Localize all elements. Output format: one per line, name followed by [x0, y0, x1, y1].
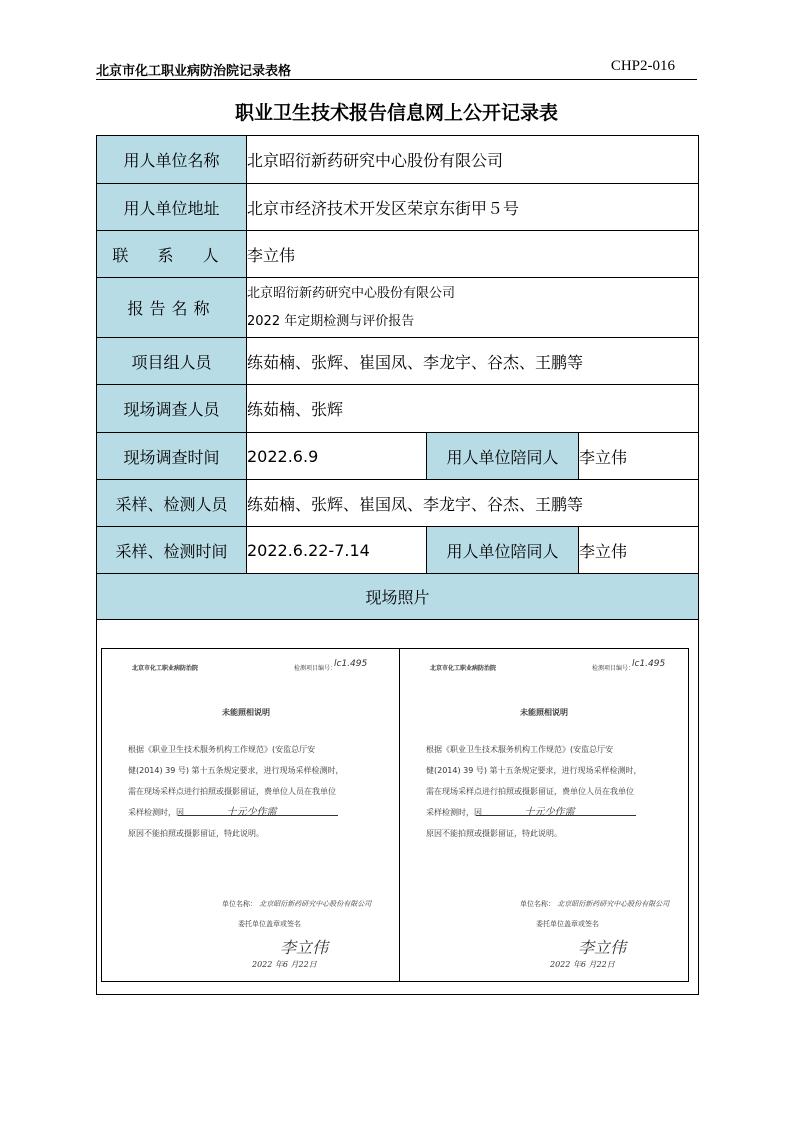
report-name-line-1: 北京昭衍新药研究中心股份有限公司	[247, 285, 456, 301]
note-signature: 李立伟	[280, 938, 329, 957]
note-code-handwritten: lc1.495	[334, 659, 368, 669]
note-para-4	[128, 802, 358, 823]
label-contact: 联 系 人	[97, 231, 247, 278]
row-site-time	[97, 433, 699, 480]
no-photo-note-right	[400, 649, 688, 981]
value-unit-name: 北京昭衍新药研究中心股份有限公司	[247, 136, 699, 184]
value-site-companion: 李立伟	[579, 433, 699, 480]
row-report-name	[97, 278, 699, 338]
note-date: 2022 年6 月22日	[252, 960, 317, 969]
note-para-4	[426, 802, 656, 823]
note-para-3: 需在现场采样点进行拍照或摄影留证，费单位人员在我单位	[426, 787, 634, 796]
value-sampling-time: 2022.6.22-7.14	[247, 527, 427, 574]
note-signature: 李立伟	[578, 938, 627, 957]
value-unit-address: 北京市经济技术开发区荣京东街甲５号	[247, 184, 699, 231]
label-site-photos: 现场照片	[97, 574, 699, 620]
photo-frame	[101, 648, 689, 982]
label-sampling-companion: 用人单位陪同人	[427, 527, 579, 574]
label-project-members: 项目组人员	[97, 338, 247, 385]
note-reason-line	[476, 815, 636, 816]
value-sampling-companion: 李立伟	[579, 527, 699, 574]
note-title: 未能照相说明	[222, 708, 270, 717]
note-date: 2022 年6 月22日	[550, 960, 615, 969]
note-sign-label: 委托单位盖章或签名	[238, 920, 301, 928]
value-contact: 李立伟	[247, 231, 699, 278]
header-divider	[96, 79, 697, 80]
value-sampling-staff: 练茹楠、张辉、崔国凤、李龙宇、谷杰、王鹏等	[247, 480, 699, 527]
label-site-companion: 用人单位陪同人	[427, 433, 579, 480]
note-title: 未能照相说明	[520, 708, 568, 717]
note-para-1: 根据《职业卫生技术服务机构工作规范》(安监总厅安	[128, 745, 316, 754]
label-sampling-time: 采样、检测时间	[97, 527, 247, 574]
note-reason-line	[178, 815, 338, 816]
report-name-line-2: 2022 年定期检测与评价报告	[247, 313, 415, 329]
note-org: 北京市化工职业病防治院	[430, 665, 497, 672]
label-site-time: 现场调查时间	[97, 433, 247, 480]
note-code-label: 检测项目编号：	[592, 665, 635, 672]
row-site-investigators	[97, 385, 699, 433]
photos-cell	[97, 620, 699, 995]
note-para-3: 需在现场采样点进行拍照或摄影留证，费单位人员在我单位	[128, 787, 336, 796]
note-para-2: 健(2014) 39 号) 第十五条规定要求，进行现场采样检测时，	[426, 766, 642, 775]
note-para-4-text: 采样检测时，因	[426, 808, 482, 817]
note-unit-handwritten: 北京昭衍新药研究中心股份有限公司	[557, 900, 670, 908]
label-sampling-staff: 采样、检测人员	[97, 480, 247, 527]
no-photo-note-left	[102, 649, 390, 981]
row-unit-name	[97, 136, 699, 184]
note-code-handwritten: lc1.495	[632, 659, 666, 669]
record-table	[96, 135, 699, 995]
row-unit-address	[97, 184, 699, 231]
note-para-1: 根据《职业卫生技术服务机构工作规范》(安监总厅安	[426, 745, 614, 754]
note-unit-label: 单位名称：	[222, 900, 257, 908]
note-sign-label: 委托单位盖章或签名	[536, 920, 599, 928]
row-project-members	[97, 338, 699, 385]
value-site-investigators: 练茹楠、张辉	[247, 385, 699, 433]
row-sampling-time	[97, 527, 699, 574]
value-site-time: 2022.6.9	[247, 433, 427, 480]
label-unit-name: 用人单位名称	[97, 136, 247, 184]
document-title: 职业卫生技术报告信息网上公开记录表	[234, 102, 558, 124]
row-photos	[97, 620, 699, 995]
row-contact	[97, 231, 699, 278]
note-org: 北京市化工职业病防治院	[132, 665, 199, 672]
note-reason-handwritten: 十元少作需	[524, 807, 575, 818]
row-sampling-staff	[97, 480, 699, 527]
note-unit	[222, 899, 371, 909]
row-photos-header	[97, 574, 699, 620]
note-unit-handwritten: 北京昭衍新药研究中心股份有限公司	[259, 900, 372, 908]
value-report-name	[247, 278, 699, 338]
note-para-4-text: 采样检测时，因	[128, 808, 184, 817]
label-site-investigators: 现场调查人员	[97, 385, 247, 433]
note-para-5: 原因不能拍照或摄影留证，特此说明。	[426, 829, 562, 838]
note-reason-handwritten: 十元少作需	[226, 807, 277, 818]
note-unit	[520, 899, 669, 909]
form-org-name: 北京市化工职业病防治院记录表格	[96, 64, 292, 79]
note-code-label: 检测项目编号：	[294, 665, 337, 672]
note-para-2: 健(2014) 39 号) 第十五条规定要求，进行现场采样检测时，	[128, 766, 344, 775]
note-para-5: 原因不能拍照或摄影留证，特此说明。	[128, 829, 264, 838]
label-unit-address: 用人单位地址	[97, 184, 247, 231]
form-code: CHP2-016	[610, 58, 675, 74]
label-report-name: 报告名称	[97, 278, 247, 338]
note-unit-label: 单位名称：	[520, 900, 555, 908]
value-project-members: 练茹楠、张辉、崔国凤、李龙宇、谷杰、王鹏等	[247, 338, 699, 385]
